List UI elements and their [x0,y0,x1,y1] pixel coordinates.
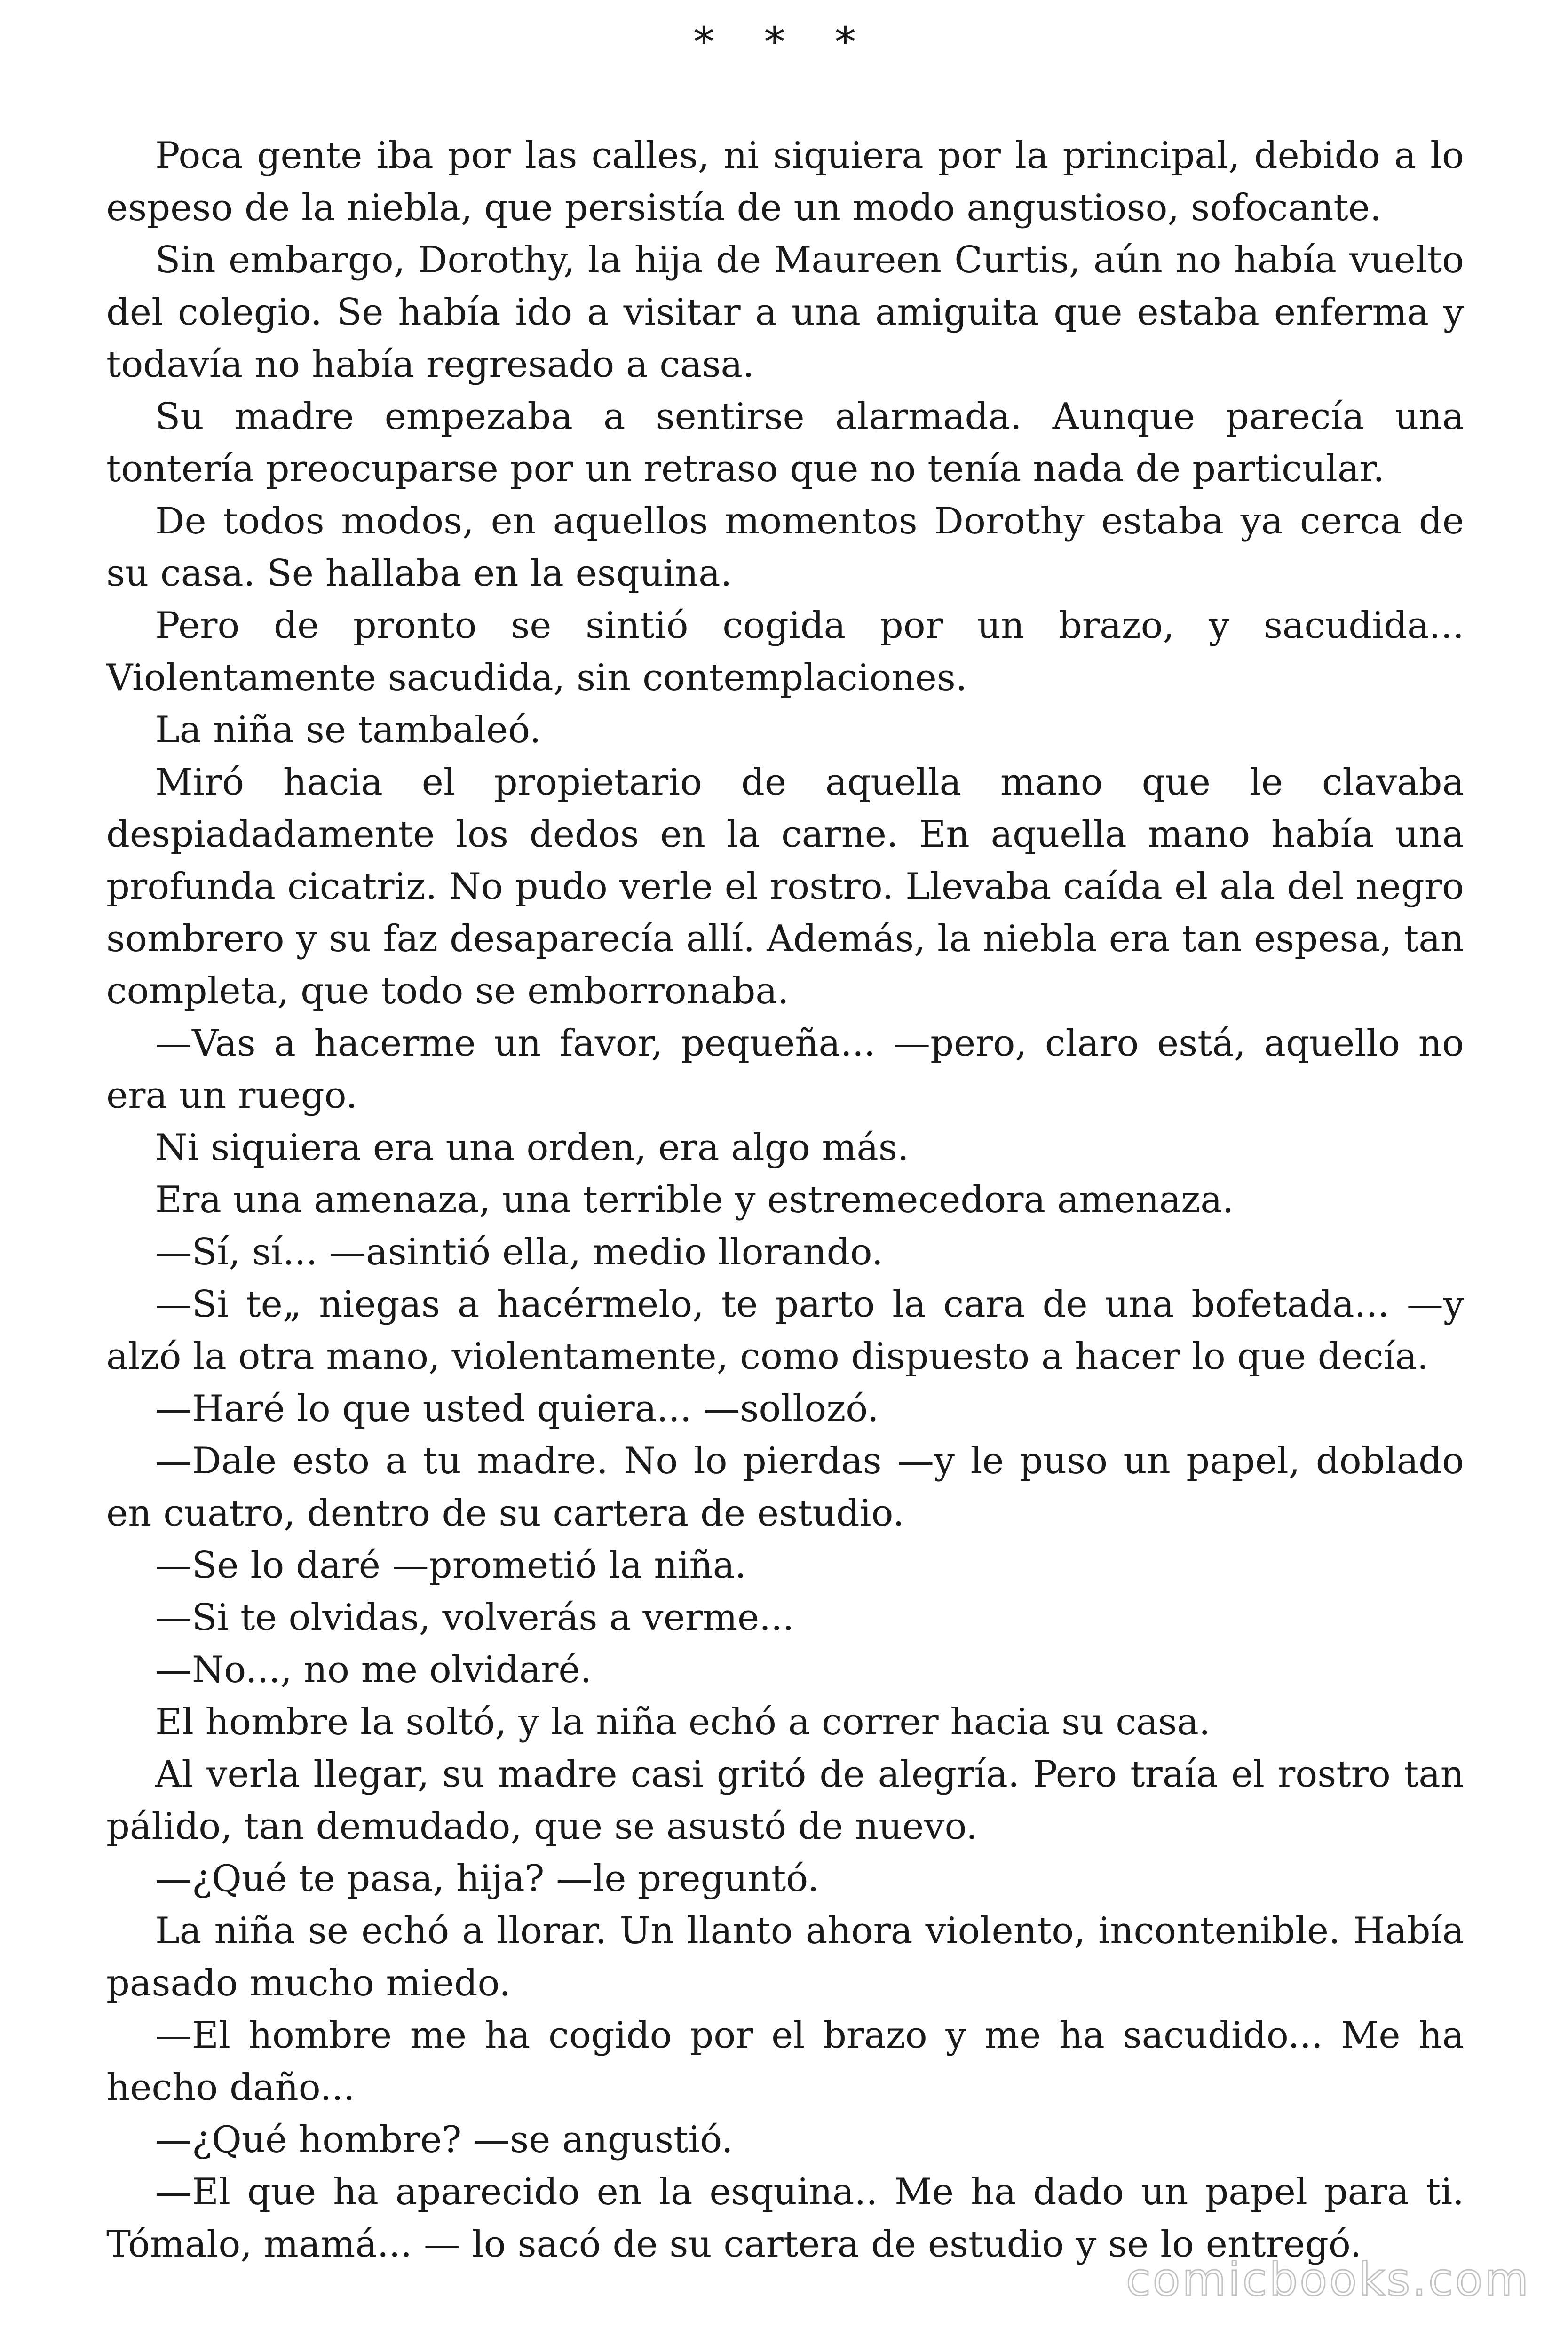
paragraph: —Dale esto a tu madre. No lo pierdas —y le puso un papel, doblado en cuatro, dentro de su cartera de estudio. [106,1440,1464,1534]
paragraph: Pero de pronto se sintió cogida por un brazo, y sacudida... Violentamente sacudida, sin contemplaciones. [106,604,1464,699]
paragraph: —Si te„ niegas a hacérmelo, te parto la cara de una bofetada... —y alzó la otra mano, violentamente, como dispuesto a hacer lo que decía. [106,1283,1464,1378]
paragraph: Era una amenaza, una terrible y estremecedora amenaza. [155,1179,1234,1221]
paragraph: Al verla llegar, su madre casi gritó de alegría. Pero traía el rostro tan pálido, tan demudado, que se asustó de nuevo. [106,1753,1464,1848]
paragraph: —¿Qué te pasa, hija? —le preguntó. [155,1858,819,1900]
paragraph: Ni siquiera era una orden, era algo más. [155,1127,909,1169]
section-separator: * * * [694,19,874,66]
paragraph: —Si te olvidas, volverás a verme... [155,1597,794,1639]
paragraph: —El hombre me ha cogido por el brazo y me ha sacudido... Me ha hecho daño... [106,2014,1464,2109]
paragraph: —Haré lo que usted quiera... —sollozó. [155,1388,879,1430]
paragraph: Sin embargo, Dorothy, la hija de Maureen Curtis, aún no había vuelto del colegio. Se había ido a visitar a una amiguita que estaba enferma y todavía no había regresado a casa. [106,239,1464,386]
paragraph: —Se lo daré —prometió la niña. [155,1544,747,1587]
paragraph: La niña se tambaleó. [155,709,541,751]
paragraph: —Vas a hacerme un favor, pequeña... —pero, claro está, aquello no era un ruego. [106,1022,1464,1117]
watermark-logo: comicbooks.com [1125,2253,1530,2306]
body-text [106,130,1464,2271]
paragraph: —No..., no me olvidaré. [155,1649,592,1691]
paragraph: De todos modos, en aquellos momentos Dorothy estaba ya cerca de su casa. Se hallaba en la esquina. [106,500,1464,595]
paragraph: El hombre la soltó, y la niña echó a correr hacia su casa. [155,1701,1211,1743]
paragraph: Poca gente iba por las calles, ni siquiera por la principal, debido a lo espeso de la niebla, que persistía de un modo angustioso, sofocante. [106,135,1464,229]
paragraph: Su madre empezaba a sentirse alarmada. Aunque parecía una tontería preocuparse por un retraso que no tenía nada de particular. [106,396,1464,490]
paragraph: Miró hacia el propietario de aquella mano que le clavaba despiadadamente los dedos en la carne. En aquella mano había una profunda cicatriz. No pudo verle el rostro. Llevaba caída el ala del negro sombrero y su faz desaparecía allí. Además, la niebla era tan espesa, tan completa, que todo se emborronaba. [106,761,1464,1012]
paragraph: —Sí, sí... —asintió ella, medio llorando. [155,1231,883,1273]
paragraph: —El que ha aparecido en la esquina.. Me ha dado un papel para ti. Tómalo, mamá... — lo sacó de su cartera de estudio y se lo entregó. [106,2171,1464,2265]
paragraph: —¿Qué hombre? —se angustió. [155,2119,733,2161]
paragraph: La niña se echó a llorar. Un llanto ahora violento, incontenible. Había pasado mucho miedo. [106,1910,1464,2004]
